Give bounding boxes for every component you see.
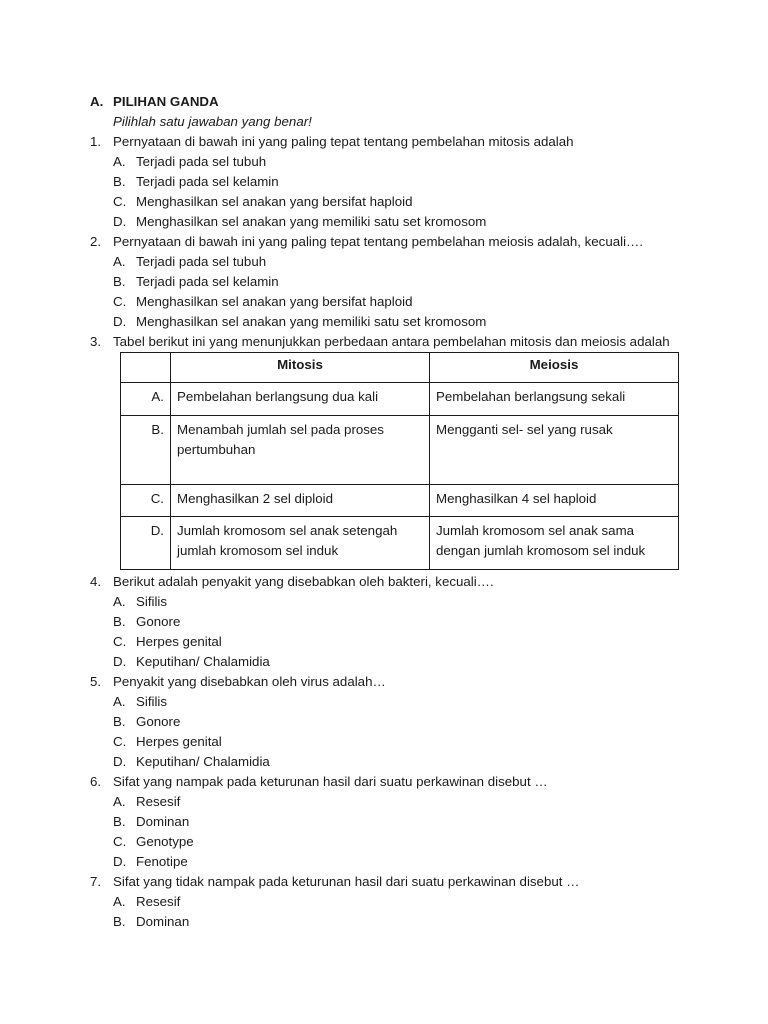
meiosis-cell: Mengganti sel- sel yang rusak	[430, 416, 679, 485]
option-label: D.	[113, 214, 127, 229]
section-title: PILIHAN GANDA	[113, 94, 219, 109]
option-item	[0, 592, 768, 612]
question-number: 1.	[90, 134, 102, 149]
option-label: C.	[113, 734, 127, 749]
question-number: 5.	[90, 674, 102, 689]
question-7	[0, 872, 768, 892]
question-number: 7.	[90, 874, 102, 889]
question-number: 4.	[90, 574, 102, 589]
option-text: Menghasilkan sel anakan yang memiliki satu set kromosom	[136, 214, 487, 229]
table-row	[121, 416, 679, 485]
row-label: B.	[121, 416, 171, 485]
option-label: D.	[113, 654, 127, 669]
option-item	[0, 172, 768, 192]
option-label: D.	[113, 854, 127, 869]
option-item	[0, 192, 768, 212]
question-text: Tabel berikut ini yang menunjukkan perbedaan antara pembelahan mitosis dan meiosis adalah	[113, 334, 670, 349]
option-label: C.	[113, 194, 127, 209]
comparison-table	[120, 352, 679, 570]
option-label: B.	[113, 614, 126, 629]
table-header-mitosis: Mitosis	[171, 353, 430, 383]
option-item	[0, 792, 768, 812]
question-text: Pernyataan di bawah ini yang paling tepat tentang pembelahan meiosis adalah, kecuali….	[113, 234, 644, 249]
option-label: B.	[113, 914, 126, 929]
option-label: B.	[113, 174, 126, 189]
meiosis-cell: Jumlah kromosom sel anak sama dengan jumlah kromosom sel induk	[430, 517, 679, 570]
option-label: B.	[113, 814, 126, 829]
mitosis-cell: Menambah jumlah sel pada proses pertumbuhan	[171, 416, 430, 485]
instruction-line	[0, 112, 768, 132]
option-text: Sifilis	[136, 694, 168, 709]
option-label: A.	[113, 894, 126, 909]
option-label: A.	[113, 154, 126, 169]
option-text: Menghasilkan sel anakan yang memiliki satu set kromosom	[136, 314, 487, 329]
option-label: A.	[113, 594, 126, 609]
option-item	[0, 912, 768, 932]
option-text: Terjadi pada sel kelamin	[136, 274, 279, 289]
option-text: Menghasilkan sel anakan yang bersifat haploid	[136, 294, 413, 309]
option-item	[0, 752, 768, 772]
question-text: Penyakit yang disebabkan oleh virus adalah…	[113, 674, 386, 689]
option-item	[0, 692, 768, 712]
table-row	[121, 485, 679, 517]
option-item	[0, 252, 768, 272]
option-label: B.	[113, 714, 126, 729]
question-number: 3.	[90, 334, 102, 349]
option-text: Gonore	[136, 714, 181, 729]
meiosis-cell: Menghasilkan 4 sel haploid	[430, 485, 679, 517]
option-text: Keputihan/ Chalamidia	[136, 754, 270, 769]
row-label: C.	[121, 485, 171, 517]
option-item	[0, 152, 768, 172]
question-text: Sifat yang nampak pada keturunan hasil dari suatu perkawinan disebut …	[113, 774, 548, 789]
question-text: Berikut adalah penyakit yang disebabkan oleh bakteri, kecuali….	[113, 574, 494, 589]
question-number: 2.	[90, 234, 102, 249]
option-text: Resesif	[136, 794, 181, 809]
question-text: Sifat yang tidak nampak pada keturunan hasil dari suatu perkawinan disebut …	[113, 874, 580, 889]
option-text: Herpes genital	[136, 734, 222, 749]
option-text: Genotype	[136, 834, 194, 849]
question-text: Pernyataan di bawah ini yang paling tepat tentang pembelahan mitosis adalah	[113, 134, 574, 149]
table-header-row	[121, 353, 679, 383]
option-label: C.	[113, 634, 127, 649]
option-item	[0, 212, 768, 232]
question-number: 6.	[90, 774, 102, 789]
option-text: Resesif	[136, 894, 181, 909]
question-1	[0, 132, 768, 152]
option-label: C.	[113, 294, 127, 309]
option-text: Fenotipe	[136, 854, 188, 869]
question-2	[0, 232, 768, 252]
option-item	[0, 632, 768, 652]
option-item	[0, 892, 768, 912]
mitosis-cell: Pembelahan berlangsung dua kali	[171, 383, 430, 416]
option-text: Keputihan/ Chalamidia	[136, 654, 270, 669]
option-text: Dominan	[136, 914, 190, 929]
question-4	[0, 572, 768, 592]
option-item	[0, 812, 768, 832]
option-item	[0, 832, 768, 852]
option-label: D.	[113, 314, 127, 329]
option-label: A.	[113, 794, 126, 809]
option-label: B.	[113, 274, 126, 289]
option-item	[0, 712, 768, 732]
option-text: Terjadi pada sel tubuh	[136, 254, 267, 269]
instruction: Pilihlah satu jawaban yang benar!	[113, 114, 312, 129]
table-header-empty	[121, 353, 171, 383]
question-6	[0, 772, 768, 792]
row-label: A.	[121, 383, 171, 416]
section-header	[0, 92, 768, 112]
option-text: Sifilis	[136, 594, 168, 609]
table-row	[121, 517, 679, 570]
option-text: Terjadi pada sel kelamin	[136, 174, 279, 189]
option-item	[0, 312, 768, 332]
option-text: Terjadi pada sel tubuh	[136, 154, 267, 169]
option-label: A.	[113, 694, 126, 709]
option-item	[0, 852, 768, 872]
mitosis-cell: Jumlah kromosom sel anak setengah jumlah kromosom sel induk	[171, 517, 430, 570]
option-text: Menghasilkan sel anakan yang bersifat haploid	[136, 194, 413, 209]
section-label: A.	[90, 94, 104, 109]
table-row	[121, 383, 679, 416]
option-label: C.	[113, 834, 127, 849]
table-header-meiosis: Meiosis	[430, 353, 679, 383]
option-text: Herpes genital	[136, 634, 222, 649]
row-label: D.	[121, 517, 171, 570]
option-item	[0, 292, 768, 312]
question-3	[0, 332, 768, 352]
mitosis-cell: Menghasilkan 2 sel diploid	[171, 485, 430, 517]
option-text: Gonore	[136, 614, 181, 629]
option-item	[0, 652, 768, 672]
option-item	[0, 612, 768, 632]
option-label: D.	[113, 754, 127, 769]
meiosis-cell: Pembelahan berlangsung sekali	[430, 383, 679, 416]
option-text: Dominan	[136, 814, 190, 829]
option-label: A.	[113, 254, 126, 269]
option-item	[0, 732, 768, 752]
option-item	[0, 272, 768, 292]
question-5	[0, 672, 768, 692]
